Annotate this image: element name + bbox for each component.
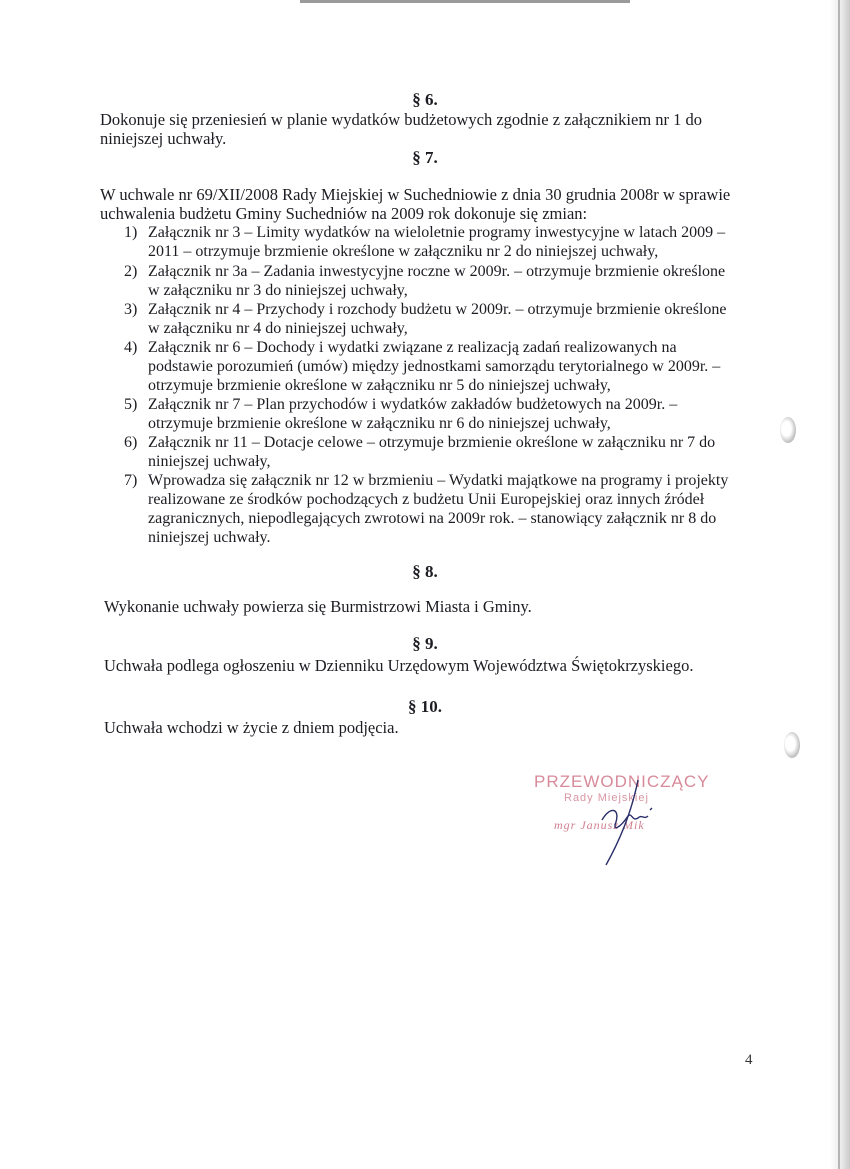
list-item-number: 6) — [124, 434, 138, 451]
list-item-line: podstawie porozumień (umów) między jednostkami samorządu terytorialnego w 2009r. – — [148, 358, 721, 375]
list-item-line: Załącznik nr 4 – Przychody i rozchody budżetu w 2009r. – otrzymuje brzmienie określone — [148, 301, 727, 318]
list-item-number: 7) — [124, 472, 138, 489]
list-item-line: Załącznik nr 7 – Plan przychodów i wydatków zakładów budżetowych na 2009r. – — [148, 396, 678, 413]
section-6-heading: § 6. — [412, 90, 438, 109]
signature — [520, 770, 720, 870]
section-6-line-2: niniejszej uchwały. — [100, 129, 227, 148]
punch-hole-bottom — [784, 732, 800, 758]
list-item-number: 2) — [124, 263, 138, 280]
list-item-line: w załączniku nr 4 do niniejszej uchwały, — [148, 320, 408, 337]
section-10-text: Uchwała wchodzi w życie z dniem podjęcia. — [104, 718, 399, 737]
section-9-text: Uchwała podlega ogłoszeniu w Dzienniku Urzędowym Województwa Świętokrzyskiego. — [104, 656, 694, 675]
list-item-line: niniejszej uchwały, — [148, 453, 271, 470]
list-item-number: 1) — [124, 224, 138, 241]
list-item-number: 3) — [124, 301, 138, 318]
stamp-name: mgr Janusz Mik — [554, 818, 645, 832]
section-8-text: Wykonanie uchwały powierza się Burmistrzowi Miasta i Gminy. — [104, 597, 532, 616]
list-item-line: zagranicznych, niepodlegających zwrotowi na 2009r rok. – stanowiący załącznik nr 8 do — [148, 510, 717, 527]
list-item-line: Załącznik nr 3 – Limity wydatków na wieloletnie programy inwestycyjne w latach 2009 – — [148, 224, 726, 241]
list-item-line: otrzymuje brzmienie określone w załączniku nr 5 do niniejszej uchwały, — [148, 377, 611, 394]
scan-edge-line — [838, 0, 840, 1169]
section-6-line-1: Dokonuje się przeniesień w planie wydatków budżetowych zgodnie z załącznikiem nr 1 do — [100, 110, 703, 129]
page-number: 4 — [745, 1052, 753, 1068]
section-9-heading: § 9. — [412, 634, 438, 653]
list-item-line: otrzymuje brzmienie określone w załączniku nr 6 do niniejszej uchwały, — [148, 415, 611, 432]
section-8-heading: § 8. — [412, 562, 438, 581]
list-item-line: 2011 – otrzymuje brzmienie określone w załączniku nr 2 do niniejszej uchwały, — [148, 243, 659, 260]
list-item-line: Wprowadza się załącznik nr 12 w brzmieniu – Wydatki majątkowe na programy i projekty — [148, 472, 729, 489]
section-7-intro-2: uchwalenia budżetu Gminy Suchedniów na 2009 rok dokonuje się zmian: — [100, 204, 588, 223]
section-10-heading: § 10. — [408, 697, 442, 716]
stamp-title: PRZEWODNICZĄCY — [534, 772, 710, 791]
list-item-line: realizowane ze środków pochodzących z budżetu Unii Europejskiej oraz innych źródeł — [148, 491, 705, 508]
list-item-line: Załącznik nr 11 – Dotacje celowe – otrzymuje brzmienie określone w załączniku nr 7 do — [148, 434, 716, 451]
list-item-line: Załącznik nr 6 – Dochody i wydatki związane z realizacją zadań realizowanych na — [148, 339, 677, 356]
section-7-heading: § 7. — [412, 148, 438, 167]
list-item-number: 4) — [124, 339, 138, 356]
stamp-subtitle: Rady Miejskiej — [564, 792, 649, 804]
scan-edge-right — [830, 0, 850, 1169]
list-item-line: w załączniku nr 3 do niniejszej uchwały, — [148, 282, 408, 299]
list-item-line: niniejszej uchwały. — [148, 529, 271, 546]
scan-edge-top — [300, 0, 630, 3]
list-item-line: Załącznik nr 3a – Zadania inwestycyjne roczne w 2009r. – otrzymuje brzmienie określone — [148, 263, 726, 280]
chairman-stamp — [520, 770, 720, 870]
list-item-number: 5) — [124, 396, 138, 413]
section-7-intro-1: W uchwale nr 69/XII/2008 Rady Miejskiej w Suchedniowie z dnia 30 grudnia 2008r w sprawie — [100, 185, 731, 204]
punch-hole-top — [780, 417, 796, 443]
